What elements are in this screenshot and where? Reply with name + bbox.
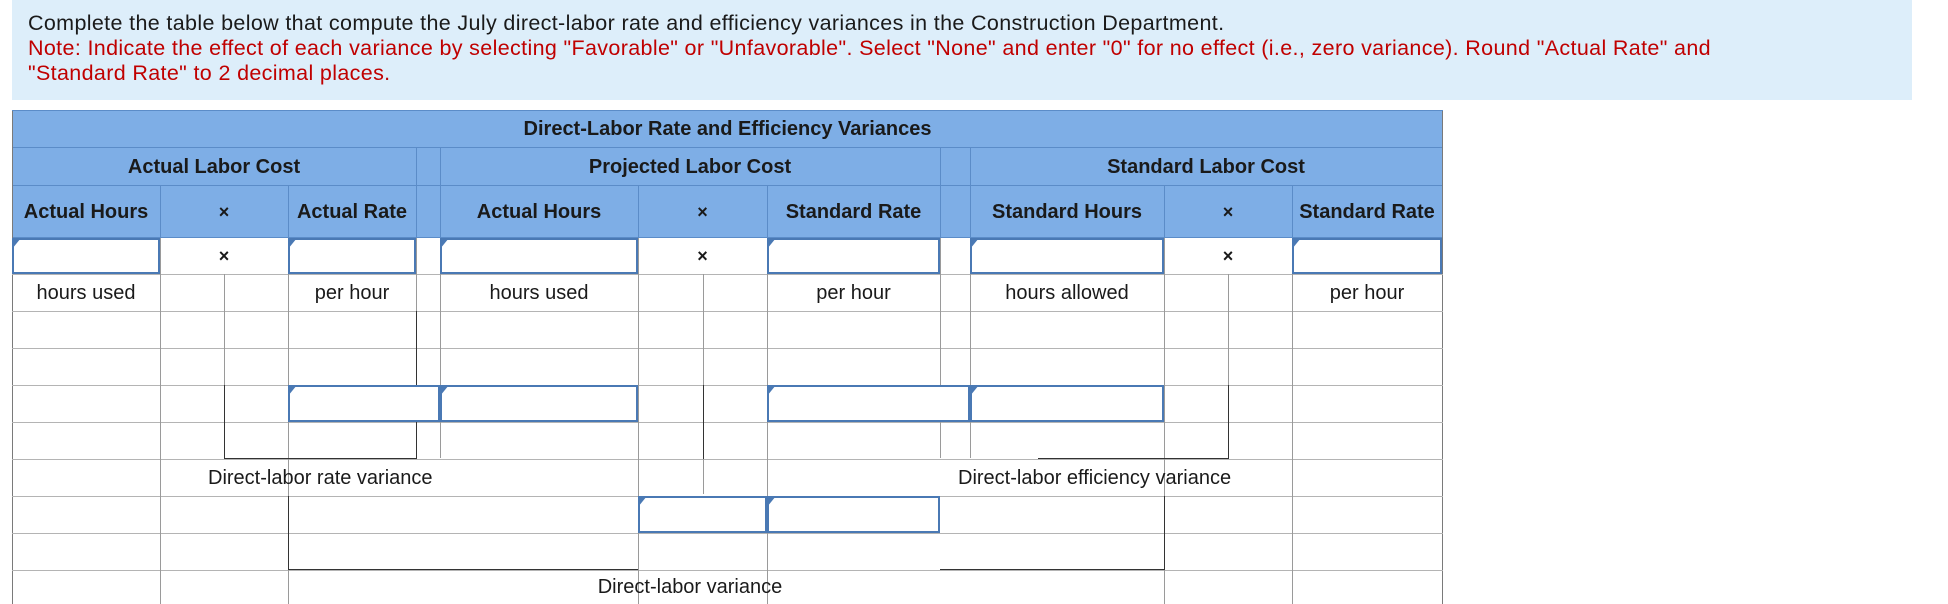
column-standard-rate: Standard Rate (785, 201, 922, 223)
standard-rate-input[interactable] (1292, 238, 1442, 274)
column-projected-actual-hours: Actual Hours (476, 201, 602, 223)
label-efficiency-variance: Direct-labor efficiency variance (958, 466, 1232, 489)
column-actual-hours: Actual Hours (23, 201, 149, 223)
label-per-hour: per hour (1329, 281, 1405, 304)
instruction-note-line-1: Note: Indicate the effect of each variance by selecting "Favorable" or "Unfavorable". Select "None" and enter "0" for no effect (i.e., zero variance). Round "Actual Rate" and (28, 36, 1711, 60)
multiply-icon: × (697, 246, 708, 266)
group-actual-labor-cost: Actual Labor Cost (127, 156, 301, 178)
column-standard-rate-2: Standard Rate (1299, 201, 1435, 223)
multiply-icon: × (697, 202, 708, 222)
label-hours-allowed: hours allowed (1005, 281, 1129, 304)
group-standard-labor-cost: Standard Labor Cost (1107, 156, 1305, 178)
multiply-icon: × (1222, 246, 1234, 266)
label-hours-used: hours used (36, 281, 136, 304)
column-standard-hours: Standard Hours (991, 201, 1143, 223)
instruction-note-line-2: "Standard Rate" to 2 decimal places. (28, 61, 391, 85)
label-hours-used: hours used (489, 281, 589, 304)
rate-variance-effect-select[interactable] (440, 385, 638, 422)
projected-actual-hours-input[interactable] (440, 238, 638, 274)
efficiency-variance-amount-input[interactable] (767, 385, 970, 422)
group-projected-labor-cost: Projected Labor Cost (588, 156, 792, 178)
rate-variance-amount-input[interactable] (288, 385, 440, 422)
multiply-icon: × (218, 202, 230, 222)
total-variance-amount-input[interactable] (638, 496, 767, 533)
label-total-variance: Direct-labor variance (597, 576, 783, 598)
multiply-icon: × (218, 246, 230, 266)
actual-hours-input[interactable] (12, 238, 160, 274)
efficiency-variance-effect-select[interactable] (970, 385, 1164, 422)
projected-standard-rate-input[interactable] (767, 238, 940, 274)
multiply-icon: × (1222, 202, 1234, 222)
label-per-hour: per hour (816, 281, 891, 304)
standard-hours-input[interactable] (970, 238, 1164, 274)
table-title: Direct-Labor Rate and Efficiency Variances (523, 118, 932, 140)
label-rate-variance: Direct-labor rate variance (208, 466, 433, 489)
actual-rate-input[interactable] (288, 238, 416, 274)
total-variance-effect-select[interactable] (767, 496, 940, 533)
label-per-hour: per hour (314, 281, 390, 304)
column-actual-rate: Actual Rate (296, 201, 408, 223)
instruction-text: Complete the table below that compute the July direct-labor rate and efficiency variances in the Construction Department. (28, 11, 1225, 35)
